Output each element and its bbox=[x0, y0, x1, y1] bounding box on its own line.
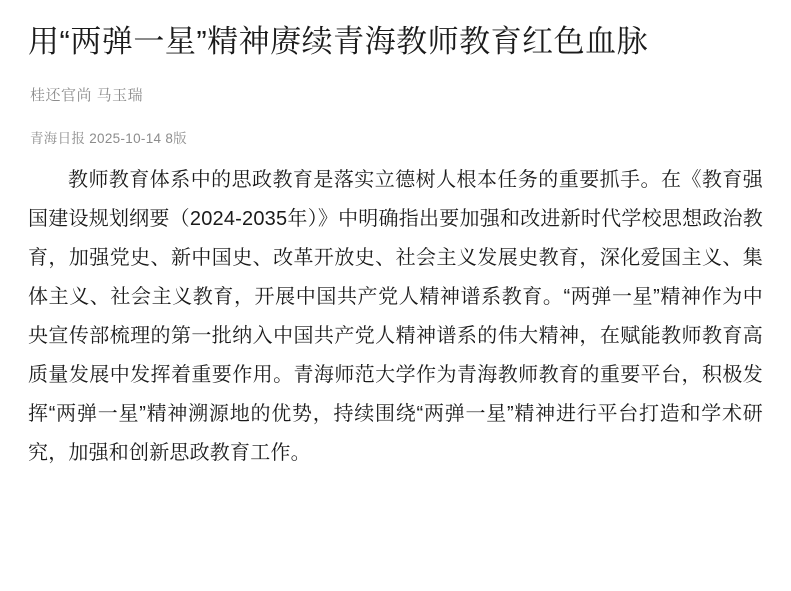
article-body bbox=[28, 161, 763, 473]
article-authors: 桂还官尚 马玉瑞 bbox=[30, 87, 144, 105]
article-paragraph: 教师教育体系中的思政教育是落实立德树人根本任务的重要抓手。在《教育强国建设规划纲要（2024-2035年）》中明确指出要加强和改进新时代学校思想政治教育，加强党史、新中国史、改革开放史、社会主义发展史教育，深化爱国主义、集体主义、社会主义教育，开展中国共产党人精神谱系教育。“两弹一星”精神作为中央宣传部梳理的第一批纳入中国共产党人精神谱系的伟大精神，在赋能教师教育高质量发展中发挥着重要作用。青海师范大学作为青海教师教育的重要平台，积极发挥“两弹一星”精神溯源地的优势，持续围绕“两弹一星”精神进行平台打造和学术研究，加强和创新思政教育工作。 bbox=[28, 169, 763, 465]
page-title: 用“两弹一星”精神赓续青海教师教育红色血脉 bbox=[28, 24, 649, 59]
article-source-date: 青海日报 2025-10-14 8版 bbox=[30, 131, 187, 147]
